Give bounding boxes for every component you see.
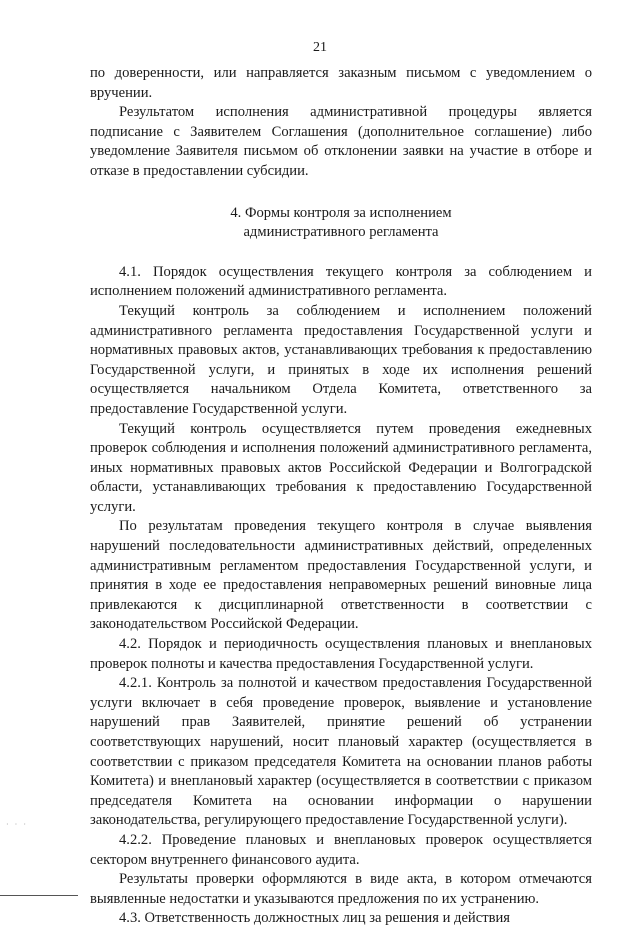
paragraph-daily-checks: Текущий контроль осуществляется путем проведения ежедневных проверок соблюдения и исполнения положений административного регламента, иных нормативных правовых актов Российской Федерации и Волгоградской области, устанавливающих требования к предоставлению Государственной услуги.: [90, 420, 592, 515]
paragraph-continuation: по доверенности, или направляется заказным письмом с уведомлением о вручении.: [90, 65, 592, 101]
scan-edge-line: [0, 895, 78, 896]
paragraph-result: Результатом исполнения административной процедуры является подписание с Заявителем Соглашения (дополнительное соглашение) либо уведомление Заявителя письмом об отклонении заявки на участие в отборе и отказе в предоставлении субсидии.: [90, 104, 592, 179]
paragraph-current-control: Текущий контроль за соблюдением и исполнением положений административного регламента предоставления Государственной услуги и нормативных правовых актов, устанавливающих требования к предоставлению Государственной услуги, и принятых в ходе их исполнения решений осуществляется начальником Отдела Комитета, ответственного за предоставление Государственной услуги.: [90, 302, 592, 417]
paragraph-4-2: 4.2. Порядок и периодичность осуществления плановых и внеплановых проверок полноты и качества предоставления Государственной услуги.: [90, 636, 592, 672]
page-number: 21: [313, 40, 327, 55]
paragraph-4-1: 4.1. Порядок осуществления текущего контроля за соблюдением и исполнением положений административного регламента.: [90, 263, 592, 300]
paragraph-4-2-1: 4.2.1. Контроль за полнотой и качеством предоставления Государственной услуги включает в себя проведение проверок, выявление и установление нарушений прав Заявителей, принятие решений об устранении соответствующих нарушений, носит плановый характер (осуществляется в соответствии с приказом председателя Комитета на основании планов работы Комитета) и внеплановый характер (осуществляется в соответствии с приказом председателя Комитета на основании информации о нарушении законодательства, регулирующего предоставление Государственной услуги).: [90, 675, 592, 829]
section-heading: [90, 204, 592, 243]
paragraph-audit-results: Результаты проверки оформляются в виде акта, в котором отмечаются выявленные недостатки и указываются предложения по их устранению.: [90, 871, 592, 907]
paragraph-violations: По результатам проведения текущего контроля в случае выявления нарушений последовательности административных действий, определенных административным регламентом предоставления Государственной услуги, и принятия в ходе ее предоставления неправомерных решений виновные лица привлекаются к дисциплинарной ответственности в соответствии с законодательством Российской Федерации.: [90, 518, 592, 633]
paragraph-4-3: 4.3. Ответственность должностных лиц за решения и действия: [119, 910, 511, 927]
section-heading-line-1: 4. Формы контроля за исполнением: [230, 204, 452, 221]
paragraph-4-2-2: 4.2.2. Проведение плановых и внеплановых проверок осуществляется сектором внутреннего финансового аудита.: [90, 831, 592, 868]
document-body: [90, 64, 592, 929]
section-heading-line-2: административного регламента: [243, 224, 439, 241]
scan-margin-marks: · · ·: [6, 820, 28, 829]
